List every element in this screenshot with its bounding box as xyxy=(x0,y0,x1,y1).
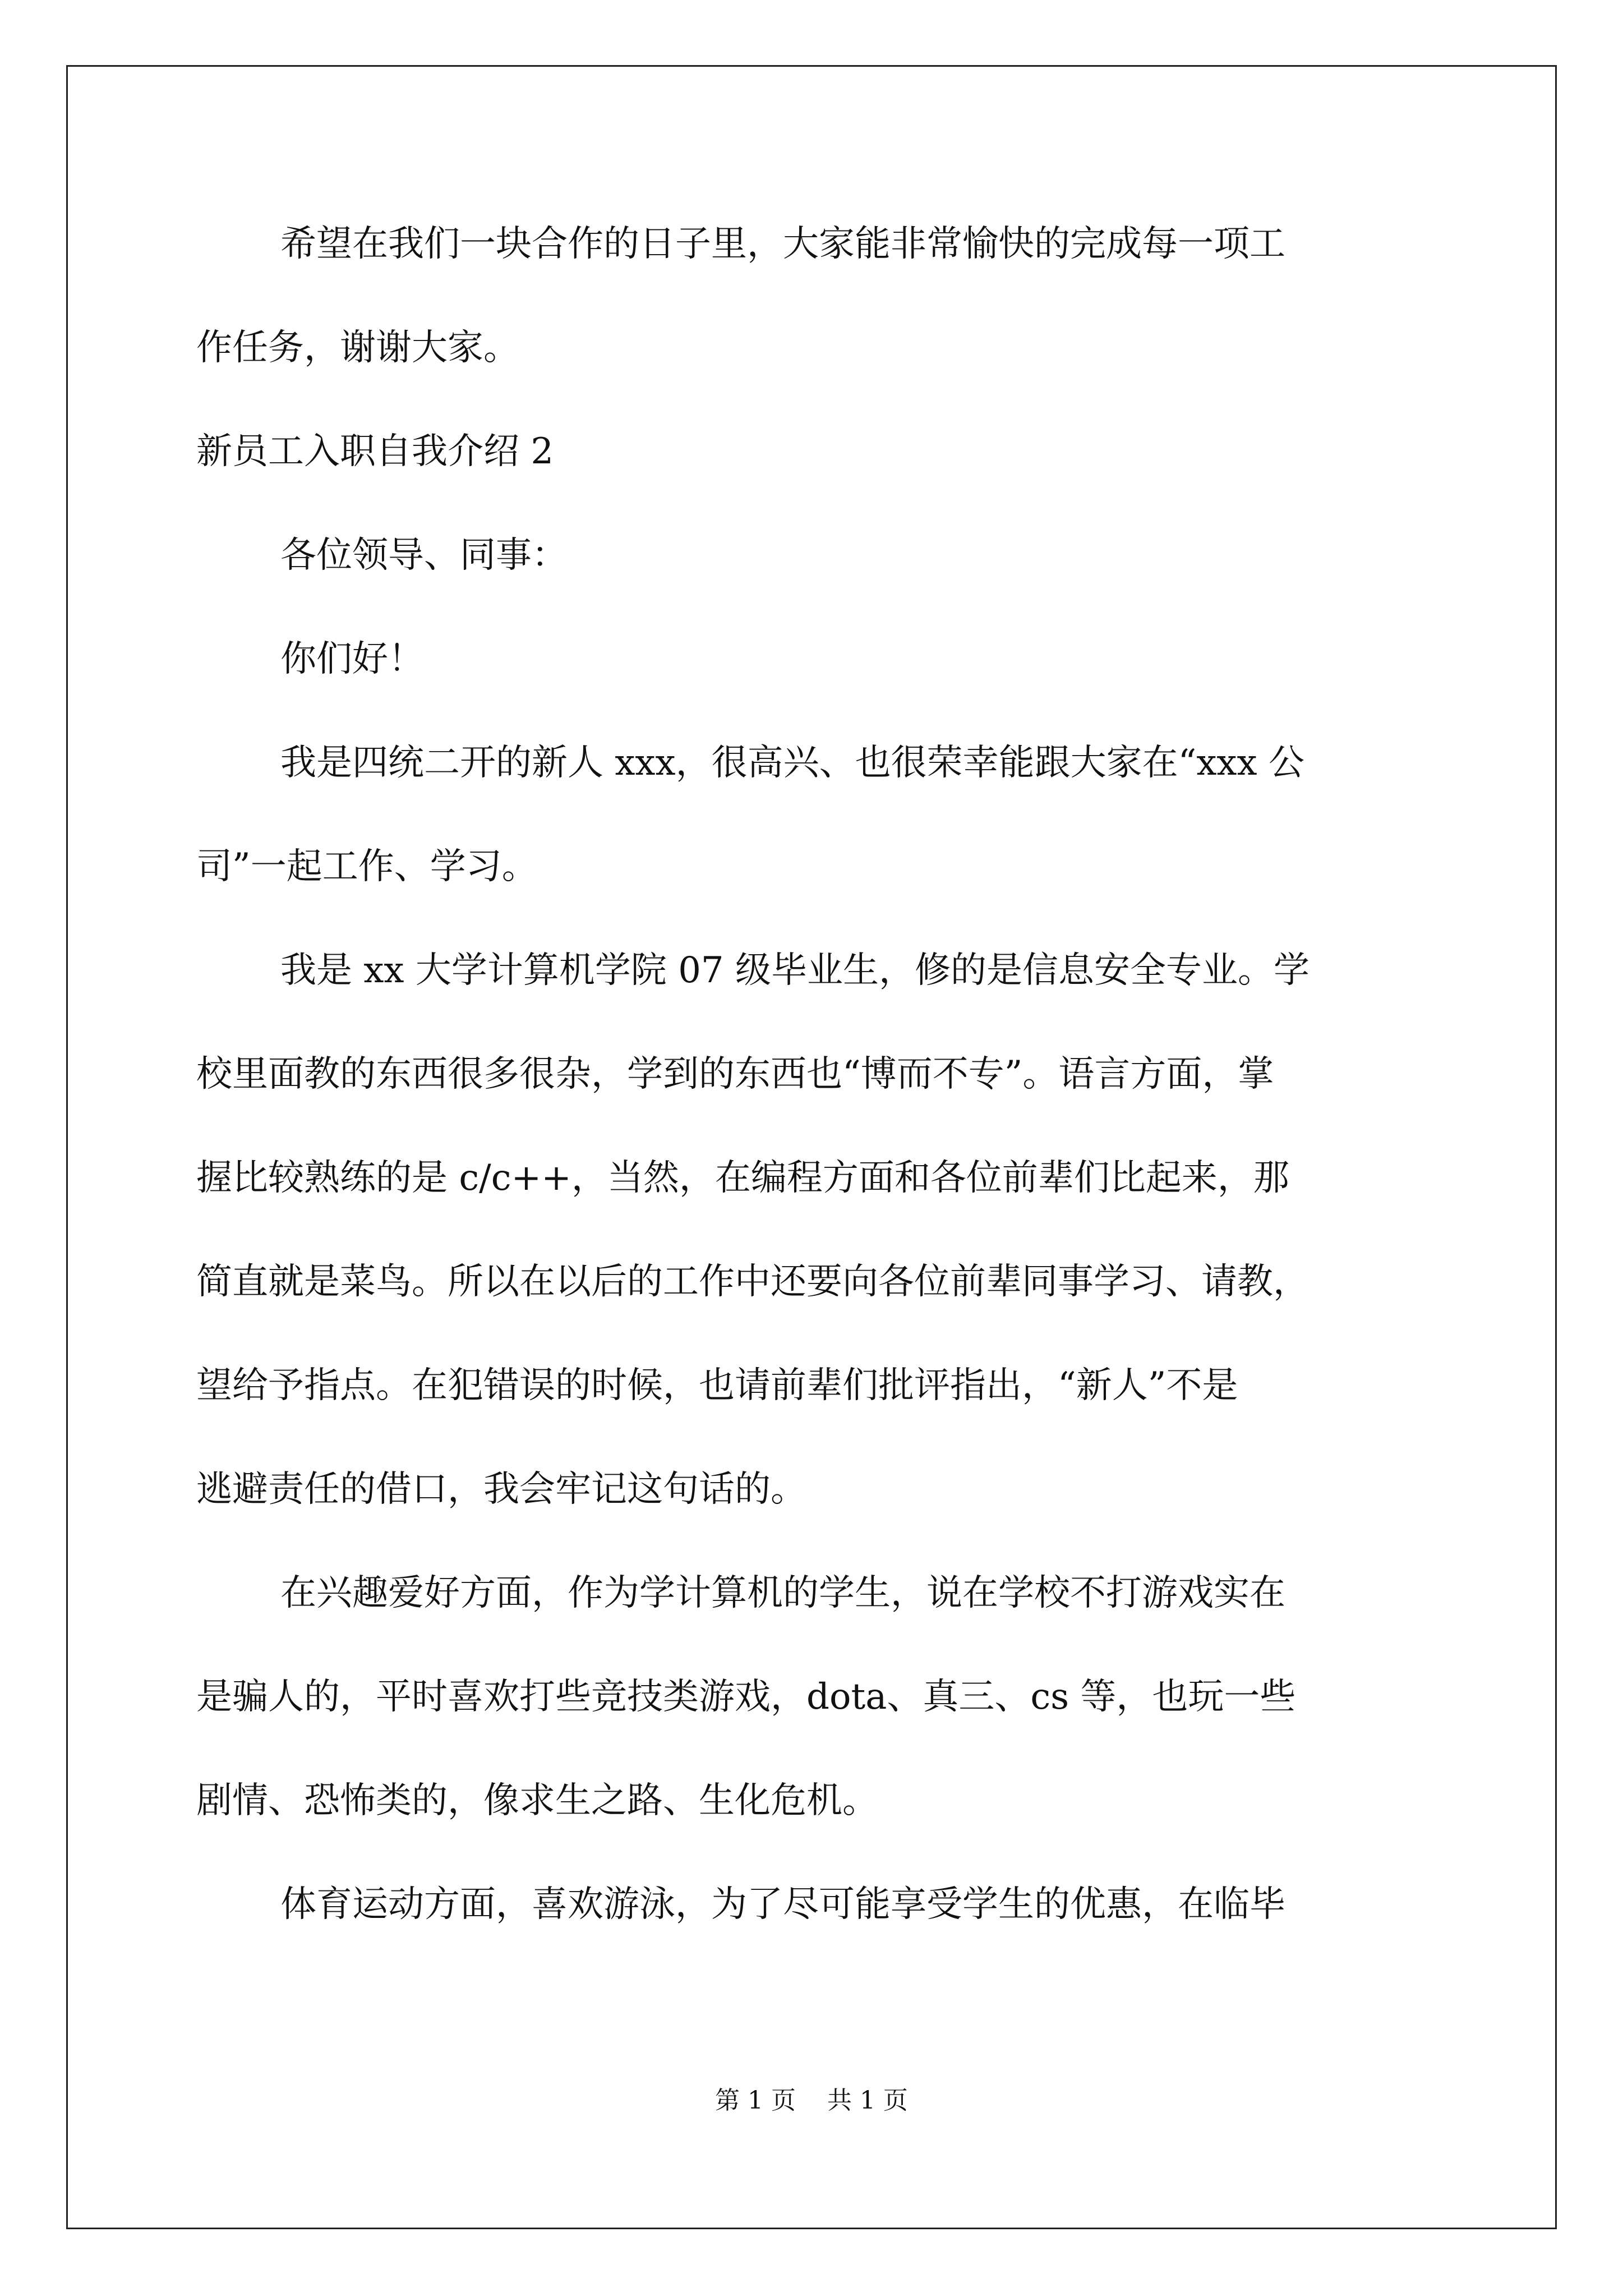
text-line: 作任务，谢谢大家。 xyxy=(196,327,519,369)
text-line: 握比较熟练的是 c/c++，当然，在编程方面和各位前辈们比起来，那 xyxy=(196,1157,1289,1199)
text-line: 希望在我们一块合作的日子里，大家能非常愉快的完成每一项工 xyxy=(280,223,1285,265)
section-heading: 新员工入职自我介绍 2 xyxy=(196,431,554,472)
text-line: 体育运动方面，喜欢游泳，为了尽可能享受学生的优惠，在临毕 xyxy=(280,1884,1285,1925)
salutation: 各位领导、同事： xyxy=(280,535,568,576)
text-line: 司”一起工作、学习。 xyxy=(196,846,538,887)
text-line: 望给予指点。在犯错误的时候，也请前辈们批评指出，“新人”不是 xyxy=(196,1365,1238,1406)
greeting: 你们好！ xyxy=(280,638,424,680)
text-line: 剧情、恐怖类的，像求生之路、生化危机。 xyxy=(196,1780,878,1821)
text-line: 我是 xx 大学计算机学院 07 级毕业生，修的是信息安全专业。学 xyxy=(280,950,1310,991)
text-line: 简直就是菜鸟。所以在以后的工作中还要向各位前辈同事学习、请教， xyxy=(196,1261,1309,1303)
text-line: 我是四统二开的新人 xxx，很高兴、也很荣幸能跟大家在“xxx 公 xyxy=(280,742,1304,784)
page-number-footer: 第 1 页 共 1 页 xyxy=(715,2086,908,2115)
text-line: 在兴趣爱好方面，作为学计算机的学生，说在学校不打游戏实在 xyxy=(280,1572,1285,1614)
text-line: 逃避责任的借口，我会牢记这句话的。 xyxy=(196,1469,806,1510)
text-line: 校里面教的东西很多很杂，学到的东西也“博而不专”。语言方面，掌 xyxy=(196,1053,1274,1095)
text-line: 是骗人的，平时喜欢打些竞技类游戏，dota、真三、cs 等，也玩一些 xyxy=(196,1676,1296,1718)
